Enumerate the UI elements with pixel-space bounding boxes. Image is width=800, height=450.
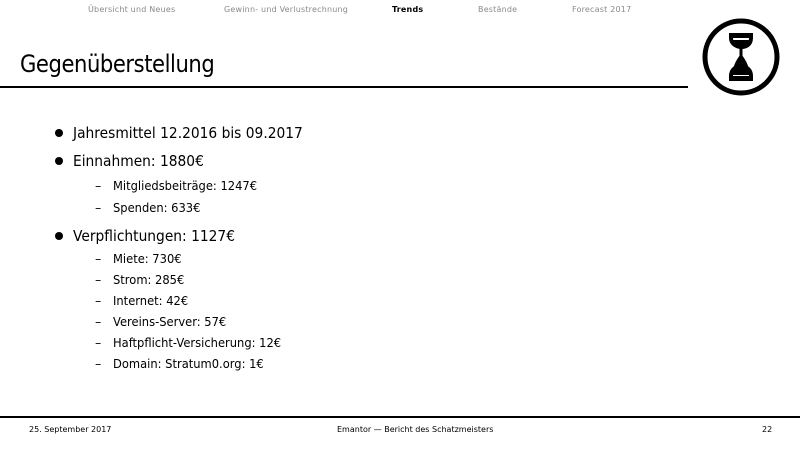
title-divider xyxy=(0,86,688,88)
bullet-point xyxy=(55,129,63,137)
list-item-income: Einnahmen: 1880€ xyxy=(73,152,204,170)
nav-item-trends[interactable]: Trends xyxy=(392,5,424,14)
dash-marker: – xyxy=(95,356,102,371)
bullet-point xyxy=(55,157,63,165)
list-item-liabilities: Verpflichtungen: 1127€ xyxy=(73,227,235,245)
dash-marker: – xyxy=(95,272,102,287)
nav-item-forecast[interactable]: Forecast 2017 xyxy=(572,5,632,14)
sublist-item-server: Vereins-Server: 57€ xyxy=(113,314,227,329)
sublist-item-donations: Spenden: 633€ xyxy=(113,200,201,215)
sublist-item-membership-fees: Mitgliedsbeiträge: 1247€ xyxy=(113,178,258,193)
footer-date: 25. September 2017 xyxy=(29,425,112,434)
dash-marker: – xyxy=(95,200,102,215)
sublist-item-electricity: Strom: 285€ xyxy=(113,272,185,287)
section-navigation xyxy=(0,0,800,20)
footer-divider xyxy=(0,416,800,418)
dash-marker: – xyxy=(95,293,102,308)
slide-title: Gegenüberstellung xyxy=(20,50,215,78)
sublist-item-domain: Domain: Stratum0.org: 1€ xyxy=(113,356,264,371)
sublist-item-rent: Miete: 730€ xyxy=(113,251,182,266)
hourglass-8-logo-icon xyxy=(701,17,781,97)
sublist-item-insurance: Haftpflicht-Versicherung: 12€ xyxy=(113,335,282,350)
list-item-annual-mean: Jahresmittel 12.2016 bis 09.2017 xyxy=(73,124,303,142)
dash-marker: – xyxy=(95,178,102,193)
nav-item-inventory[interactable]: Bestände xyxy=(478,5,518,14)
footer-author-title: Emantor — Bericht des Schatzmeisters xyxy=(337,425,494,434)
dash-marker: – xyxy=(95,314,102,329)
bullet-point xyxy=(55,232,63,240)
dash-marker: – xyxy=(95,335,102,350)
nav-item-profit-loss[interactable]: Gewinn- und Verlustrechnung xyxy=(224,5,349,14)
nav-item-overview[interactable]: Übersicht und Neues xyxy=(88,5,176,14)
dash-marker: – xyxy=(95,251,102,266)
sublist-item-internet: Internet: 42€ xyxy=(113,293,189,308)
footer-page-number: 22 xyxy=(762,425,773,434)
